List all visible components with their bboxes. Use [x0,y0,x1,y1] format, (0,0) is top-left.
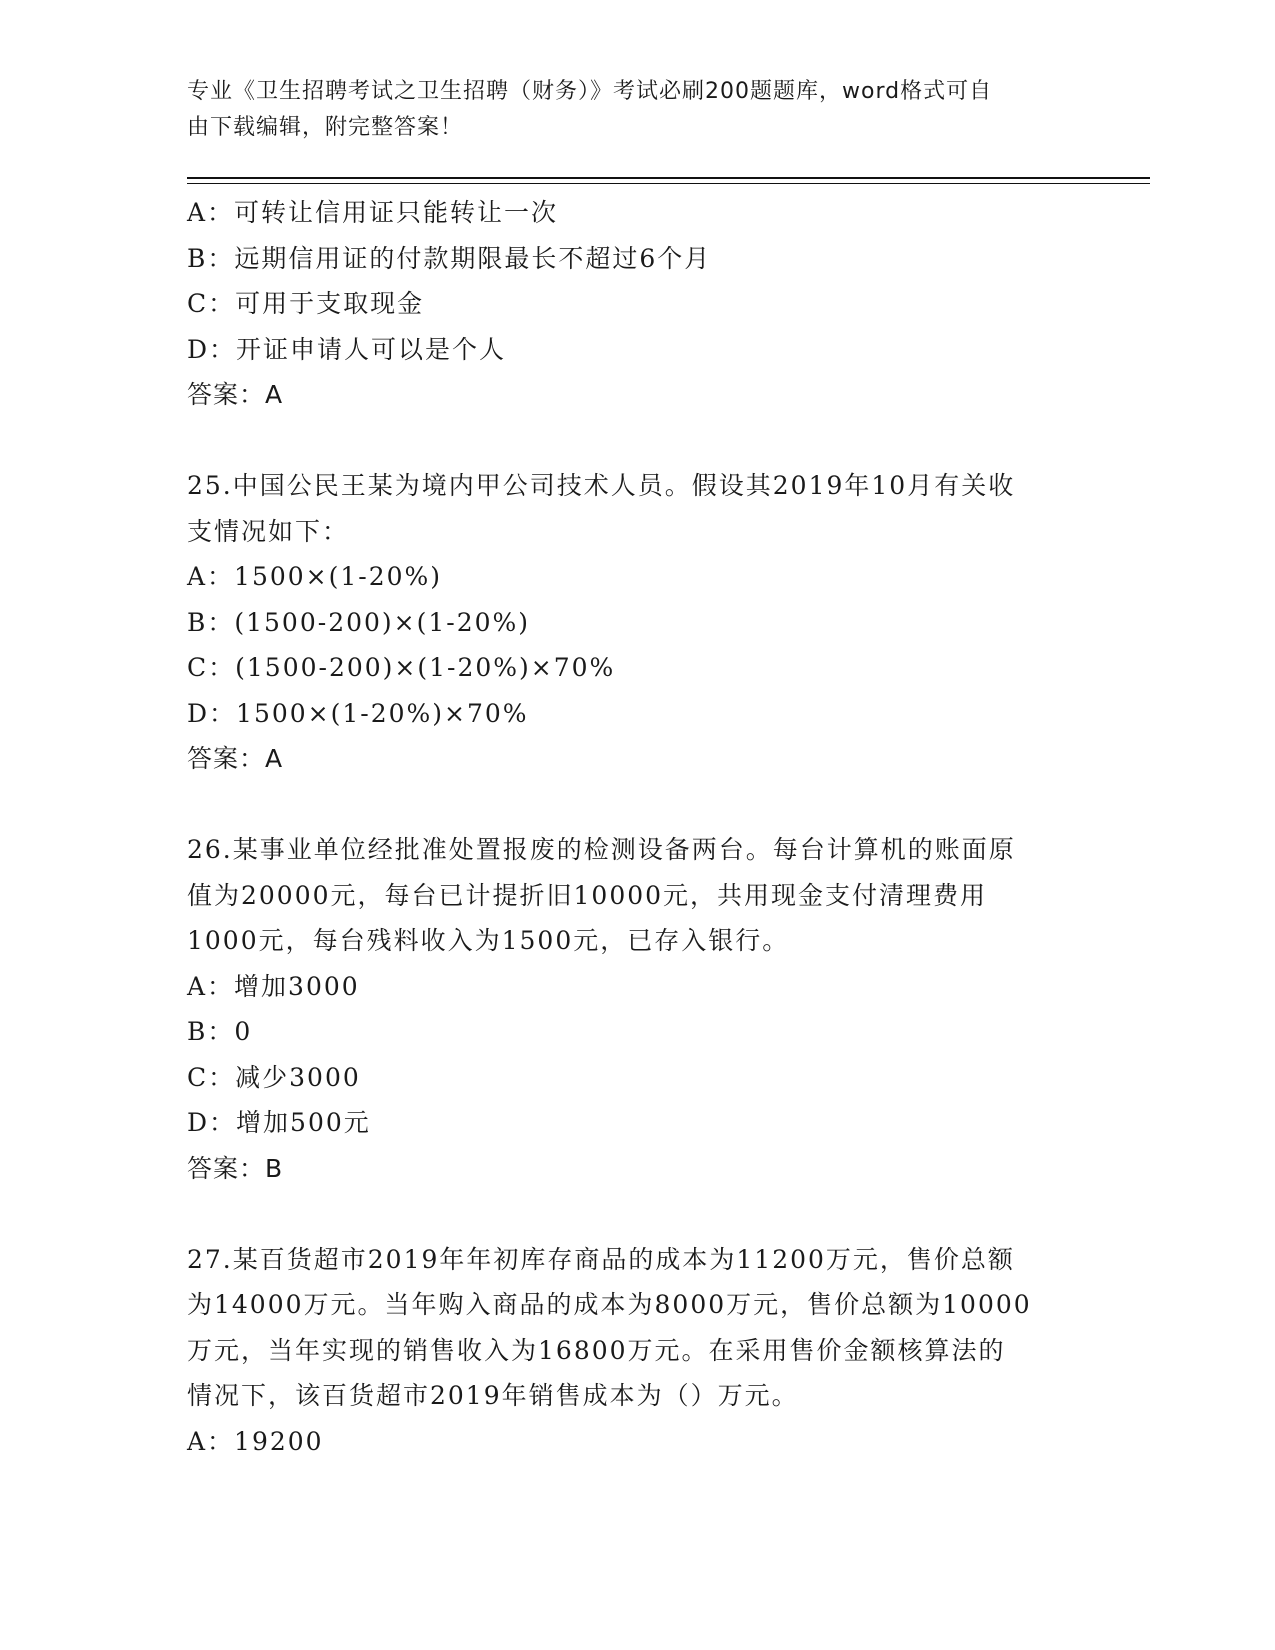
header-line-1: 专业《卫生招聘考试之卫生招聘（财务）》考试必刷200题题库，word格式可自 [187,79,993,104]
option-b: B：远期信用证的付款期限最长不超过6个月 [187,243,712,273]
question-text-line: 支情况如下： [187,516,350,546]
block-spacer [187,782,1087,828]
answer-line: 答案：A [187,380,284,409]
header-rule-thick [187,177,1150,179]
option-a: A：1500×(1-20%) [187,562,443,591]
question-text-line: 26.某事业单位经批准处置报废的检测设备两台。每台计算机的账面原 [187,835,1016,864]
option-b: B：(1500-200)×(1-20%) [187,607,531,637]
document-header [187,74,1067,146]
question-block [187,463,1087,782]
block-spacer [187,1191,1087,1237]
option-c: C：可用于支取现金 [187,289,425,318]
question-text-line: 为14000万元。当年购入商品的成本为8000万元，售价总额为10000 [187,1290,1032,1319]
question-text-line: 25.中国公民王某为境内甲公司技术人员。假设其2019年10月有关收 [187,471,1016,500]
question-text-line: 27.某百货超市2019年年初库存商品的成本为11200万元，售价总额 [187,1244,1015,1274]
option-c: C：减少3000 [187,1062,361,1092]
option-c: C：(1500-200)×(1-20%)×70% [187,653,616,682]
option-d: D：增加500元 [187,1108,371,1137]
option-a: A：19200 [187,1426,324,1456]
question-text-line: 情况下，该百货超市2019年销售成本为（）万元。 [187,1381,799,1410]
option-a: A：可转让信用证只能转让一次 [187,198,559,227]
question-block [187,1237,1087,1465]
header-line-2: 由下载编辑，附完整答案！ [187,115,464,140]
option-d: D：1500×(1-20%)×70% [187,698,529,728]
option-b: B：0 [187,1017,253,1046]
block-spacer [187,418,1087,464]
question-text-line: 值为20000元，每台已计提折旧10000元，共用现金支付清理费用 [187,880,988,910]
answer-line: 答案：A [187,744,284,773]
answer-line: 答案：B [187,1153,284,1183]
question-block [187,827,1087,1191]
question-text-line: 万元，当年实现的销售收入为16800万元。在采用售价金额核算法的 [187,1335,1006,1365]
question-text-line: 1000元，每台残料收入为1500元，已存入银行。 [187,926,790,955]
question-list [187,190,1087,1464]
question-block [187,190,1087,418]
option-d: D：开证申请人可以是个人 [187,334,507,364]
header-rule-thin [187,183,1150,184]
option-a: A：增加3000 [187,971,360,1001]
